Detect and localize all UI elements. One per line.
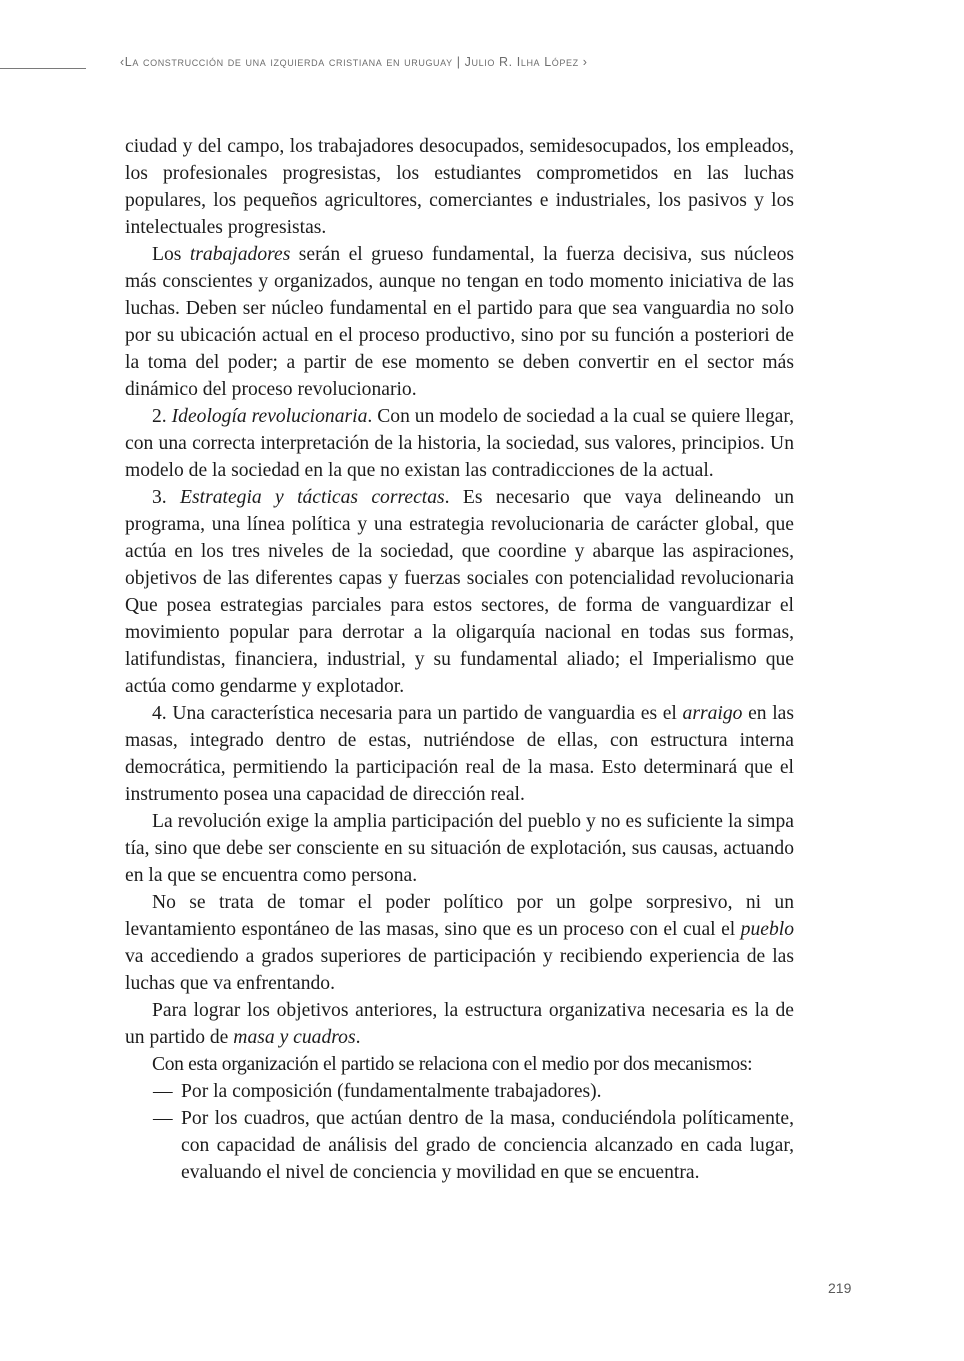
paragraph-8 [125, 997, 794, 1051]
paragraph-7-emphasis: pueblo [740, 919, 794, 940]
paragraph-6: La revolución exige la amplia participación del pueblo y no es suficiente la simpa tía, sino que debe ser consciente en su situación de explotación, sus causas, actuando en la que se encuentra como persona. [125, 811, 794, 886]
paragraph-3-text: . Con un modelo de sociedad a la cual se quiere llegar, con una correcta interpretación de la historia, la sociedad, sus valores, principios. Un modelo de la sociedad en la que no existan las contradicciones de la actual. [125, 406, 794, 481]
paragraph-4-number: 3. [152, 487, 181, 508]
paragraph-9: Con esta organización el partido se relaciona con el medio por dos mecanismos: [152, 1054, 753, 1075]
paragraph-7-text-a: No se trata de tomar el poder político por un golpe sorpresivo, ni un levantamiento espontáneo de las masas, sino que es un proceso con el cual el [125, 892, 794, 940]
paragraph-5 [125, 700, 794, 808]
list-item [125, 1105, 794, 1186]
paragraph-2-emphasis: trabajadores [189, 244, 291, 265]
body-text [125, 133, 794, 1186]
paragraph-8-text-a: Para lograr los objetivos anteriores, la estructura organizativa necesaria es la de un partido de [125, 1000, 794, 1048]
paragraph-4 [125, 484, 794, 700]
list-item-text: Por los cuadros, que actúan dentro de la masa, conduciéndola políticamente, con capacidad de análisis del grado de conciencia alcanzado en cada lugar, evaluando el nivel de conciencia y movilidad en que se encuentra. [181, 1108, 794, 1183]
paragraph-5-text-a: 4. Una característica necesaria para un partido de vanguardia es el [152, 703, 683, 724]
paragraph-2 [125, 241, 794, 403]
list-item-text: Por la composición (fundamentalmente trabajadores). [181, 1081, 602, 1102]
paragraph-4-emphasis: Estrategia y tácticas correctas [180, 487, 445, 508]
paragraph-2-text-a: Los [152, 244, 190, 265]
mechanism-list [125, 1078, 794, 1186]
paragraph-8-emphasis: masa y cuadros [233, 1027, 356, 1048]
list-dash: — [153, 1081, 173, 1102]
paragraph-3-emphasis: Ideología revolucionaria [171, 406, 368, 427]
paragraph-2-text-b: serán el grueso fundamental, la fuerza decisiva, sus núcleos más conscientes y organizados, aunque no tengan en todo momento iniciativa de las luchas. Deben ser núcleo fundamental en el partido para que sea vanguardia no solo por su ubicación actual en el proceso productivo, sino por su función a posteriori de la toma del poder; a partir de ese momento se deben convertir en el sector más dinámico del proceso revolucionario. [125, 244, 794, 400]
paragraph-3 [125, 403, 794, 484]
paragraph-8-text-b: . [355, 1027, 361, 1048]
running-head: ‹La construcción de una izquierda cristiana en uruguay | Julio R. Ilha López › [120, 55, 588, 69]
list-item [125, 1078, 794, 1105]
paragraph-4-text: . Es necesario que vaya delineando un programa, una línea política y una estrategia revolucionaria de carácter global, que actúa en los tres niveles de la sociedad, que coordine y abarque las aspiraciones, objetivos de las diferentes capas y fuerzas sociales con potencialidad revolucionaria Que posea estrategias parciales para estos sectores, de forma de vanguardizar el movimiento popular para derrotar a la oligarquía nacional en todas sus formas, latifundistas, financiera, industrial, y su fundamental aliado; el Imperialismo que actúa como gendarme y explotador. [125, 487, 795, 697]
paragraph-5-text-b: en las masas, integrado dentro de estas, nutriéndose de ellas, con estructura interna democrática, permitiendo la participación real de la masa. Esto determinará que el instrumento posea una capacidad de dirección real. [125, 703, 795, 805]
paragraph-7 [125, 889, 794, 997]
paragraph-5-emphasis: arraigo [682, 703, 743, 724]
paragraph-7-text-b: va accediendo a grados superiores de participación y recibiendo experiencia de las luchas que va enfrentando. [125, 946, 794, 994]
paragraph-1: ciudad y del campo, los trabajadores desocupados, semidesocupados, los empleados, los profesionales progresistas, los estudiantes comprometidos en las luchas populares, los pequeños agricultores, comerciantes e industriales, los pasivos y los intelectuales progresistas. [125, 136, 794, 238]
header-rule [0, 68, 86, 69]
page-number: 219 [828, 1280, 852, 1296]
list-dash: — [153, 1108, 173, 1129]
paragraph-3-number: 2. [152, 406, 172, 427]
